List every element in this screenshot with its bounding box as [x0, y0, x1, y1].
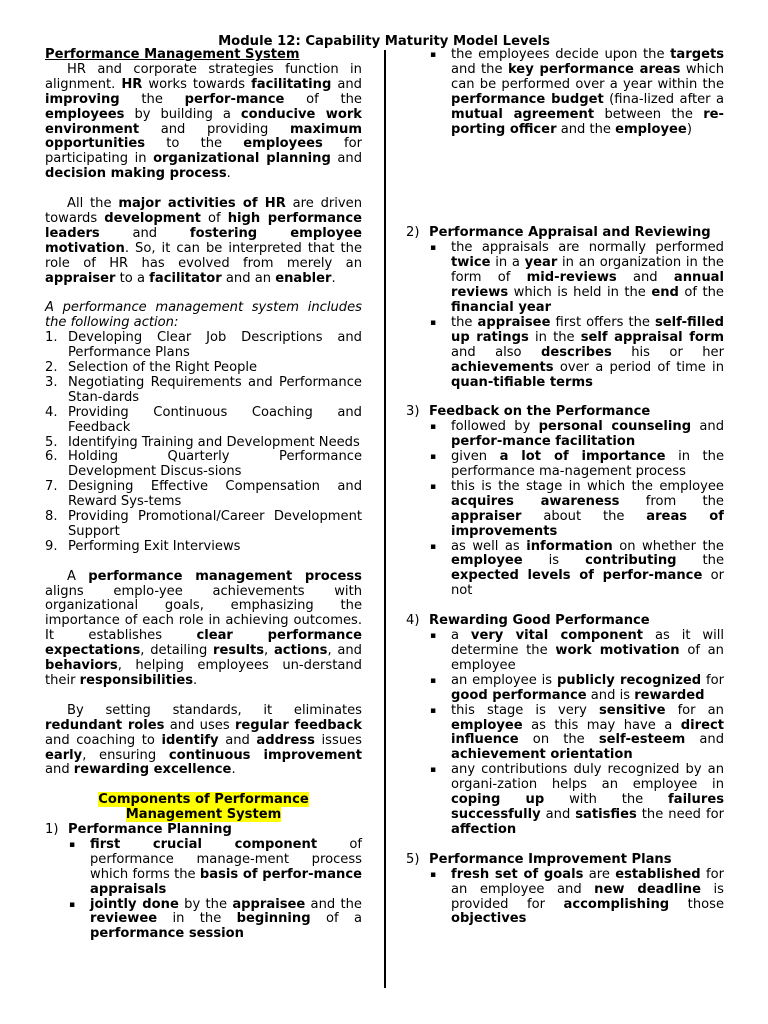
text-run: aligns emplo-yee achievements with organizational goals, emphasizing the importance of each role in achieving outcomes. It establishes [45, 583, 362, 644]
bold-term: twice [451, 255, 491, 271]
text-run: and [330, 151, 363, 167]
bold-term: early [45, 747, 83, 763]
action-text: Selection of the Right People [68, 360, 258, 375]
text-run: or not [451, 568, 725, 599]
square-bullet-icon: ▪ [430, 50, 437, 60]
bold-term: employee [451, 553, 523, 569]
bold-term: mid-reviews [526, 270, 617, 286]
bold-term: beginning [236, 911, 311, 927]
text-run: and the [305, 896, 362, 912]
action-text: Providing Continuous Coaching and Feedback [68, 404, 362, 435]
bold-term: organizational planning [153, 151, 331, 167]
text-run: . So, it can be interpreted that the role of HR has evolved from merely an [45, 240, 362, 271]
text-run: in the performance ma-nagement process [451, 449, 724, 480]
bold-term: HR [121, 76, 143, 92]
text-run: an employee is [451, 672, 557, 688]
text-run: and also [451, 344, 541, 360]
bold-term: established [615, 866, 701, 882]
bold-term: work motivation [555, 643, 680, 658]
text-run: and providing [139, 121, 290, 137]
action-text: Providing Promotional/Career Development Support [68, 509, 362, 539]
text-run: . [231, 762, 236, 778]
bold-term: areas of improvements [451, 508, 724, 539]
bold-term: actions [273, 643, 328, 659]
components-heading [45, 793, 362, 823]
bold-term: identify [161, 732, 219, 748]
action-item [45, 450, 362, 480]
bold-term: improving [45, 91, 120, 107]
bullet-item [406, 763, 724, 838]
section-bullets [406, 420, 724, 599]
bold-term: conducive work environment [45, 106, 362, 137]
planning-bullets [45, 838, 362, 942]
square-bullet-icon: ▪ [430, 243, 437, 254]
text-run: to the [145, 136, 244, 152]
planning-bullets-continued [406, 48, 724, 137]
bold-term: re-porting officer [451, 106, 724, 137]
square-bullet-icon: ▪ [430, 317, 437, 328]
section-title: Rewarding Good Performance [429, 613, 650, 629]
bold-term: performance budget [451, 91, 604, 107]
bold-term: major activities of HR [118, 196, 286, 212]
section-heading: Performance Management System [45, 47, 300, 62]
bold-term: employees [45, 106, 125, 122]
bold-term: very vital component [470, 628, 644, 644]
text-run: , ensuring [82, 747, 169, 763]
text-run: , helping employees un-derstand their [45, 658, 362, 689]
bold-term: targets [670, 47, 724, 62]
bold-term: sensitive [599, 702, 666, 718]
action-item [45, 331, 362, 361]
text-run: , and [327, 643, 362, 659]
text-run: , [264, 643, 274, 659]
bold-term: expected levels of perfor-mance [451, 568, 703, 584]
bold-term: self appraisal form [580, 329, 724, 345]
text-run: and [218, 732, 257, 748]
bold-term: failures successfully [451, 792, 724, 822]
text-run: this stage is very [451, 702, 600, 718]
hr-activities-paragraph [45, 197, 362, 286]
text-run: All the [67, 196, 119, 212]
square-bullet-icon: ▪ [430, 422, 437, 433]
bold-term: year [524, 255, 558, 271]
section-title: Performance Planning [68, 822, 232, 838]
section-number: 5) [406, 851, 420, 867]
text-run: the [451, 314, 478, 330]
section-bullets [406, 868, 724, 928]
bold-term: achievements [451, 359, 554, 375]
bold-term: regular feedback [234, 717, 362, 733]
text-run: ) [686, 121, 692, 137]
text-run: are driven towards [45, 196, 363, 226]
page-title: Module 12: Capability Maturity Model Levels [218, 34, 550, 49]
action-number: 1. [45, 330, 58, 346]
bold-term: accomplishing [563, 896, 670, 912]
bold-term: financial year [451, 299, 552, 315]
bold-term: reviewee [90, 911, 158, 927]
bold-term: objectives [451, 911, 527, 927]
bold-term: performance session [90, 926, 244, 942]
text-run: issues [314, 732, 362, 748]
square-bullet-icon: ▪ [430, 705, 437, 716]
action-text: Identifying Training and Development Needs [68, 434, 360, 450]
text-run: are [583, 866, 616, 882]
square-bullet-icon: ▪ [69, 839, 76, 850]
section-heading-item [406, 226, 724, 241]
action-item [45, 480, 362, 510]
bold-term: a lot of importance [499, 449, 666, 465]
text-run: of [200, 210, 228, 226]
bullet-item [406, 241, 724, 316]
bullet-item [406, 48, 724, 137]
bold-term: responsibilities [79, 673, 194, 689]
bold-term: appraiser [45, 270, 116, 286]
section-number: 3) [406, 404, 420, 420]
text-run: which can be performed over a year within the [451, 61, 725, 92]
text-run: in a [490, 255, 525, 271]
bold-term: quan-tifiable terms [451, 374, 593, 390]
text-run: (fina-lized after a [603, 91, 724, 107]
bold-term: self-filled up ratings [451, 314, 724, 345]
bold-term: end [651, 285, 679, 301]
bold-term: employee [615, 121, 687, 137]
text-run: the [676, 553, 724, 569]
text-run: of an employee [451, 643, 724, 673]
text-run: between the [594, 106, 704, 122]
square-bullet-icon: ▪ [69, 899, 76, 910]
text-run: and uses [164, 717, 235, 733]
bold-term: perfor-mance facilitation [451, 434, 636, 450]
action-number: 5. [45, 434, 58, 450]
bullet-item [45, 838, 362, 898]
text-run: those [669, 896, 725, 912]
standards-paragraph [45, 704, 362, 779]
section-number: 1) [45, 822, 59, 838]
text-run: , detailing [140, 643, 214, 659]
text-run: in the [528, 329, 581, 345]
text-run: with the [544, 792, 669, 808]
section-number: 2) [406, 225, 420, 241]
text-run: in the [157, 911, 237, 927]
bold-term: behaviors [45, 658, 118, 674]
bold-term: employees [243, 136, 323, 152]
text-run: as this may have a [522, 717, 681, 733]
square-bullet-icon: ▪ [430, 675, 437, 686]
bold-term: publicly recognized [556, 672, 702, 688]
bullet-item [406, 704, 724, 764]
bold-term: satisfies [575, 806, 637, 822]
bold-term: first crucial component [90, 836, 318, 852]
bold-term: fostering employee motivation [45, 225, 362, 256]
text-run: A [67, 568, 89, 584]
bold-term: maximum opportunities [45, 121, 362, 152]
bullet-item [406, 450, 724, 480]
text-run: for an employee and [451, 866, 725, 897]
section-bullets [406, 241, 724, 390]
text-run: and the [556, 121, 616, 137]
square-bullet-icon: ▪ [430, 541, 437, 552]
right-column [406, 48, 724, 927]
action-number: 3. [45, 374, 58, 390]
action-number: 6. [45, 449, 58, 465]
bold-term: continuous improvement [168, 747, 363, 763]
bold-term: enabler [275, 270, 332, 286]
bold-term: describes [541, 344, 612, 360]
section-bullets [406, 629, 724, 838]
section-heading-item [406, 405, 724, 420]
text-run: his or her [611, 344, 724, 360]
text-run: and [691, 419, 724, 435]
bold-term: perfor-mance [184, 91, 285, 107]
bold-term: mutual agreement [451, 106, 595, 122]
bullet-item [406, 540, 724, 600]
text-run: and [540, 806, 576, 822]
action-item [45, 436, 362, 451]
action-item [45, 361, 362, 376]
text-run: the appraisals are normally performed [451, 240, 724, 256]
bold-term: achievement orientation [451, 747, 633, 763]
section-title: Feedback on the Performance [429, 404, 651, 420]
text-run: on the [518, 732, 599, 748]
bold-term: facilitator [149, 270, 222, 286]
bold-term: clear performance expectations [45, 628, 362, 659]
text-run: of a [310, 911, 362, 927]
bullet-item [45, 898, 362, 943]
text-run: for [701, 672, 724, 688]
section-number: 4) [406, 613, 420, 629]
text-run: is provided for [451, 881, 724, 912]
square-bullet-icon: ▪ [430, 481, 437, 492]
actions-list [45, 331, 362, 555]
action-item [45, 540, 362, 555]
bold-term: address [256, 732, 315, 748]
text-run: for participating in [45, 136, 362, 167]
action-item [45, 376, 362, 406]
bold-term: annual reviews [451, 270, 724, 301]
text-run: and [331, 76, 362, 92]
text-run: and coaching to [45, 732, 162, 748]
text-run: on whether the [612, 538, 724, 554]
bold-term: high performance leaders [45, 210, 362, 241]
bold-term: rewarding excellence [73, 762, 232, 778]
bullet-item [406, 480, 724, 540]
bold-term: results [213, 643, 265, 659]
action-text: Holding Quarterly Performance Development Discus-sions [68, 449, 362, 480]
text-run: followed by [451, 419, 539, 435]
bold-term: performance management process [88, 568, 362, 584]
action-text: Negotiating Requirements and Performance Stan-dards [68, 374, 362, 405]
text-run: works towards [142, 76, 252, 92]
text-run: a [451, 628, 471, 644]
text-run: . [226, 166, 231, 182]
bold-term: personal counseling [538, 419, 692, 435]
text-run: by building a [124, 106, 241, 122]
text-run: the employees decide upon the [451, 47, 671, 62]
section-heading-item [406, 853, 724, 868]
right-sections [406, 137, 724, 927]
bold-term: coping up [451, 792, 545, 808]
text-run: and [616, 270, 674, 286]
text-run: first offers the [550, 314, 655, 330]
bold-term: affection [451, 821, 517, 837]
text-run: By setting standards, it eliminates [67, 702, 362, 718]
action-number: 9. [45, 538, 58, 554]
square-bullet-icon: ▪ [430, 631, 437, 642]
section-title: Performance Appraisal and Reviewing [429, 225, 711, 241]
text-run: from the [619, 493, 724, 509]
bold-term: rewarded [634, 687, 705, 703]
bold-term: self-esteem [598, 732, 686, 748]
action-text: Developing Clear Job Descriptions and Performance Plans [68, 330, 362, 361]
bullet-item [406, 316, 724, 391]
text-run: about the [521, 508, 647, 524]
text-run: . [193, 673, 198, 689]
text-run: as it will determine the [451, 628, 724, 658]
intro-paragraph [45, 63, 362, 182]
section-performance-planning [45, 823, 362, 838]
bold-term: appraiser [451, 508, 522, 524]
bold-term: facilitating [251, 76, 332, 92]
process-paragraph [45, 570, 362, 689]
bullet-item [406, 629, 724, 674]
section-heading-item [406, 614, 724, 629]
action-number: 8. [45, 509, 58, 525]
text-run: is [522, 553, 586, 569]
text-run: and [45, 762, 74, 778]
text-run: which is held in the [508, 285, 652, 301]
action-text: Designing Effective Compensation and Reward Sys-tems [68, 479, 362, 510]
text-run: and [685, 732, 724, 748]
text-run: of performance manage-ment process which forms the [90, 836, 362, 882]
text-run: and [99, 225, 190, 241]
action-text: Performing Exit Interviews [68, 538, 241, 554]
actions-intro: A performance management system includes the following action: [45, 300, 362, 331]
bullet-item [406, 420, 724, 450]
bold-term: good performance [451, 687, 587, 703]
text-run: and the [451, 61, 508, 77]
bold-term: redundant roles [45, 717, 165, 733]
bold-term: basis of perfor-mance appraisals [90, 866, 362, 897]
text-run: any contributions duly recognized by an organi-zation helps an employee in [451, 762, 724, 793]
text-run: the [119, 91, 185, 107]
text-run: of the [678, 285, 724, 301]
action-number: 7. [45, 479, 58, 495]
text-run: HR and corporate strategies function in alignment. [45, 61, 362, 92]
text-run: as well as [451, 538, 527, 554]
square-bullet-icon: ▪ [430, 765, 437, 776]
bullet-item [406, 674, 724, 704]
text-run: and is [586, 687, 635, 703]
bold-term: jointly done [90, 896, 179, 912]
bold-term: direct influence [451, 717, 724, 748]
text-run: in an organization in the form of [451, 255, 724, 286]
action-number: 4. [45, 404, 58, 420]
action-item [45, 406, 362, 436]
text-run: by the [178, 896, 233, 912]
text-run: of the [284, 91, 362, 107]
bold-term: employee [451, 717, 523, 733]
column-divider [384, 50, 386, 988]
action-number: 2. [45, 360, 58, 375]
text-run: over a period of time in [553, 359, 724, 375]
section-title: Performance Improvement Plans [429, 851, 672, 867]
bold-term: development [104, 210, 201, 226]
text-run: to a [115, 270, 150, 286]
square-bullet-icon: ▪ [430, 869, 437, 880]
bold-term: appraisee [232, 896, 306, 912]
text-run: this is the stage in which the employee [451, 478, 724, 494]
action-item [45, 510, 362, 540]
bold-term: acquires awareness [451, 493, 620, 509]
bold-term: information [526, 538, 613, 554]
text-run: given [451, 449, 500, 465]
text-run: . [331, 270, 336, 286]
bold-term: new deadline [594, 881, 702, 897]
bold-term: key performance areas [507, 61, 681, 77]
square-bullet-icon: ▪ [430, 452, 437, 463]
components-heading-line1: Components of Performance [98, 792, 309, 808]
bold-term: appraisee [477, 314, 551, 330]
bold-term: contributing [585, 553, 677, 569]
text-run: the need for [636, 806, 724, 822]
bold-term: decision making process [45, 166, 227, 182]
bold-term: fresh set of goals [451, 866, 584, 882]
left-column [45, 48, 362, 942]
text-run: for an [665, 702, 724, 718]
bullet-item [406, 868, 724, 928]
components-heading-line2: Management System [125, 807, 282, 823]
text-run: and an [221, 270, 276, 286]
